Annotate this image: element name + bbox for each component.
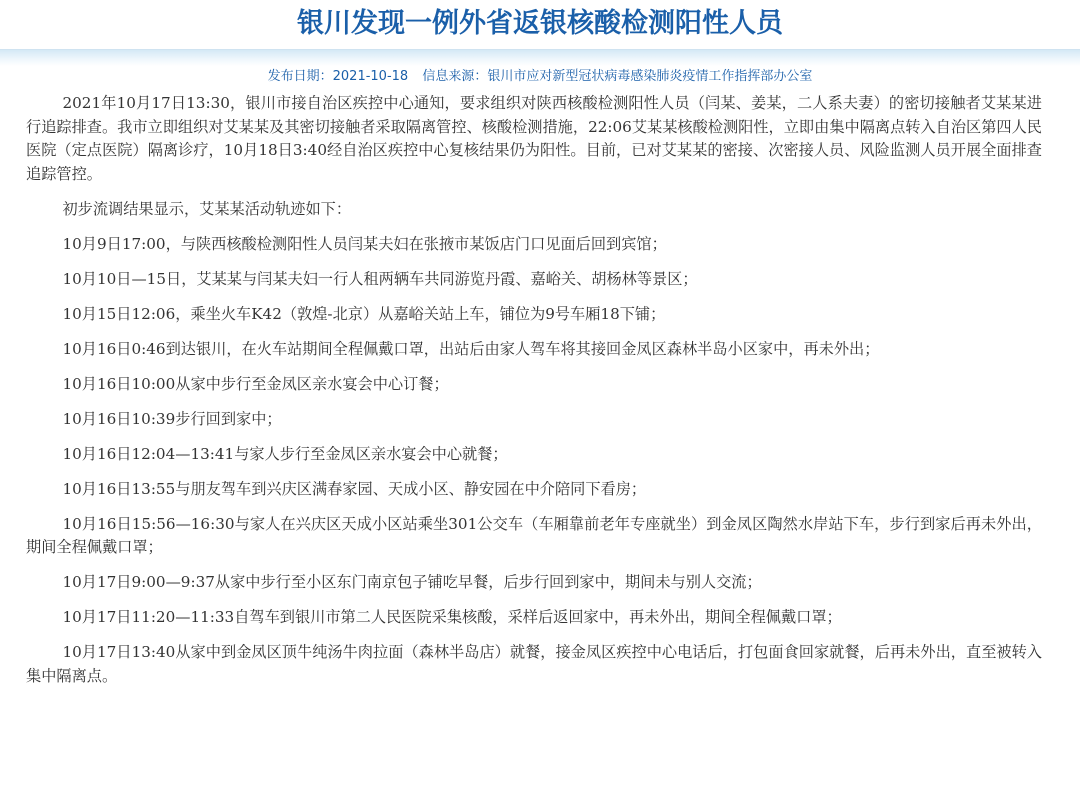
- paragraph-trajectory-item: 10月17日13:40从家中到金凤区顶牛纯汤牛肉拉面（森林半岛店）就餐，接金凤区疾控中心电话后，打包面食回家就餐，后再未外出，直至被转入集中隔离点。: [26, 643, 1042, 685]
- paragraph-trajectory-item: 10月16日15:56—16:30与家人在兴庆区天成小区站乘坐301公交车（车厢靠前老年专座就坐）到金凤区陶然水岸站下车，步行到家后再未外出，期间全程佩戴口罩；: [26, 514, 1042, 556]
- paragraph-trajectory-item: 10月16日13:55与朋友驾车到兴庆区满春家园、天成小区、静安园在中介陪同下看房；: [62, 479, 647, 498]
- paragraph-trajectory-item: 10月10日—15日，艾某某与闫某夫妇一行人租两辆车共同游览丹霞、嘉峪关、胡杨林等景区；: [62, 269, 698, 288]
- article-title: 银川发现一例外省返银核酸检测阳性人员: [297, 8, 783, 39]
- paragraph-trajectory-item: 10月16日10:00从家中步行至金凤区亲水宴会中心订餐；: [62, 374, 449, 393]
- publish-date: 发布日期：2021-10-18: [267, 69, 409, 84]
- paragraph-trajectory-item: 10月16日10:39步行回到家中；: [62, 409, 282, 428]
- paragraph-trajectory-item: 10月16日12:04—13:41与家人步行至金凤区亲水宴会中心就餐；: [62, 444, 508, 463]
- info-source: 信息来源：银川市应对新型冠状病毒感染肺炎疫情工作指挥部办公室: [422, 69, 813, 84]
- header-divider-band: [0, 49, 1080, 66]
- paragraph-trajectory-item: 10月16日0:46到达银川，在火车站期间全程佩戴口罩，出站后由家人驾车将其接回金凤区森林半岛小区家中，再未外出；: [62, 339, 880, 358]
- article-body: [0, 92, 1080, 688]
- paragraph-trajectory-item: 10月17日11:20—11:33自驾车到银川市第二人民医院采集核酸，采样后返回家中，再未外出，期间全程佩戴口罩；: [62, 608, 842, 626]
- article-meta: [0, 68, 1080, 90]
- paragraph-trajectory-item: 10月17日9:00—9:37从家中步行至小区东门南京包子铺吃早餐，后步行回到家中，期间未与别人交流；: [62, 573, 762, 591]
- paragraph-intro: 2021年10月17日13:30，银川市接自治区疾控中心通知，要求组织对陕西核酸检测阳性人员（闫某、姜某，二人系夫妻）的密切接触者艾某某进行追踪排查。我市立即组织对艾某某及其密切接触者采取隔离管控、核酸检测措施，22:06艾某某核酸检测阳性，立即由集中隔离点转入自治区第四人民医院（定点医院）隔离诊疗，10月18日3:40经自治区疾控中心复核结果仍为阳性。目前，已对艾某某的密接、次密接人员、风险监测人员开展全面排查追踪管控。: [26, 94, 1042, 183]
- paragraph-trajectory-item: 10月9日17:00，与陕西核酸检测阳性人员闫某夫妇在张掖市某饭店门口见面后回到宾馆；: [62, 234, 667, 253]
- paragraph-trajectory-heading: 初步流调结果显示，艾某某活动轨迹如下：: [62, 199, 352, 218]
- paragraph-trajectory-item: 10月15日12:06，乘坐火车K42（敦煌-北京）从嘉峪关站上车，铺位为9号车厢18下铺；: [62, 304, 666, 323]
